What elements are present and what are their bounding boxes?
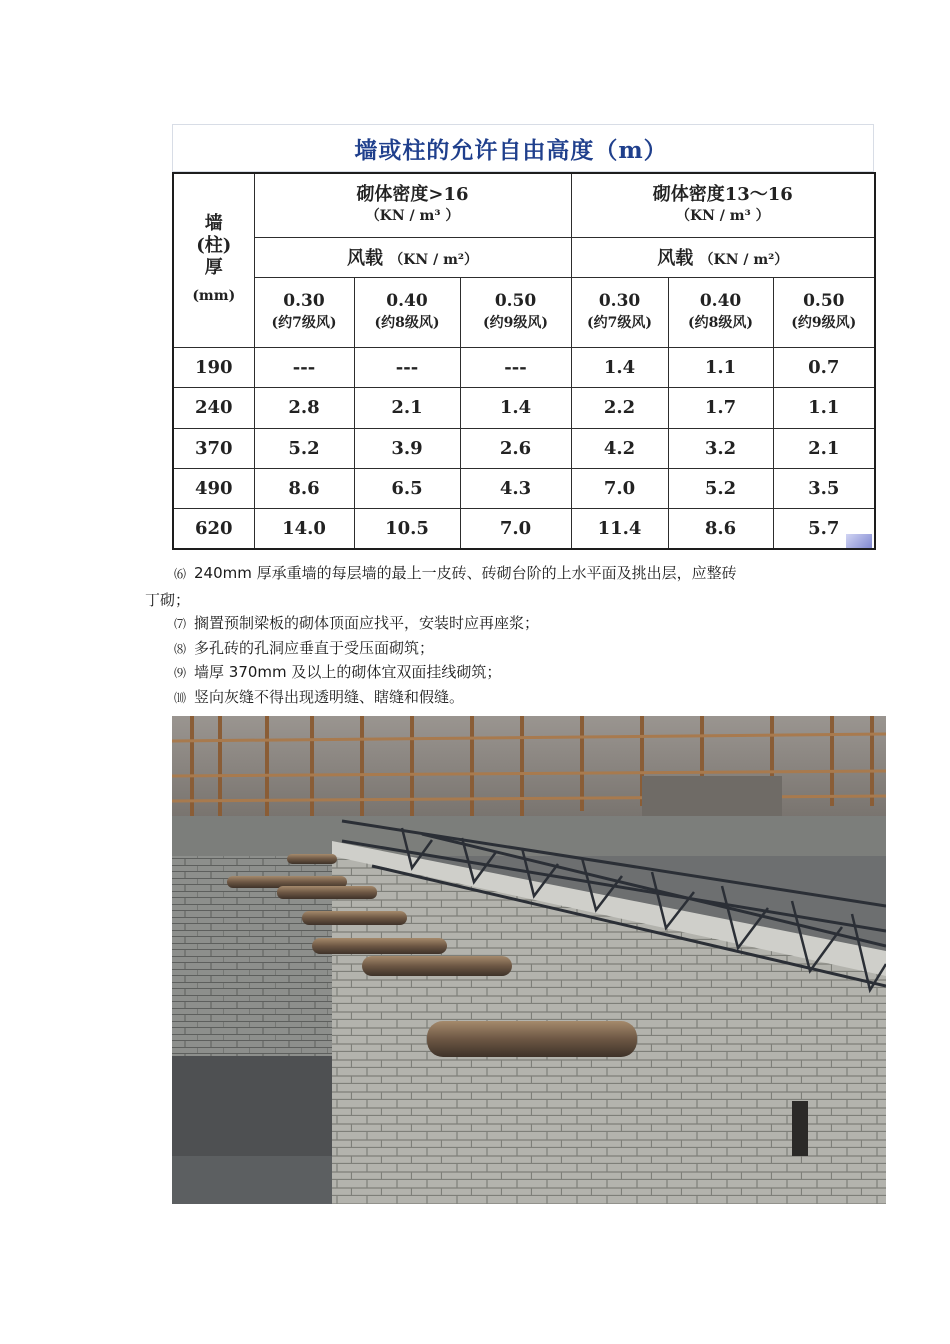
wind-load-header-2 xyxy=(571,237,875,277)
paragraph-item-7 xyxy=(174,613,539,634)
wind-col-header xyxy=(254,277,354,347)
value-cell: 5.2 xyxy=(254,428,354,468)
table-title: 墙或柱的允许自由高度（m） xyxy=(354,136,668,164)
item-text: 240mm 厚承重墙的每层墙的最上一皮砖、砖砌台阶的上水平面及挑出层，应整砖 xyxy=(194,564,737,582)
paragraph-item-6 xyxy=(174,563,737,584)
value-cell: 1.1 xyxy=(773,387,875,428)
height-table-figure xyxy=(172,124,874,550)
thickness-cell: 190 xyxy=(173,347,254,387)
value-cell: 2.6 xyxy=(460,428,571,468)
wind-note: (约7级风) xyxy=(587,315,653,331)
value-cell: 2.1 xyxy=(354,387,460,428)
value-cell: 2.2 xyxy=(571,387,668,428)
value-cell: 8.6 xyxy=(668,508,773,549)
wind-note: (约8级风) xyxy=(374,315,440,331)
wind-col-header xyxy=(460,277,571,347)
table-row xyxy=(173,428,875,468)
wind-unit: （KN / m²） xyxy=(699,252,789,268)
table-title-bar xyxy=(172,124,874,172)
thickness-cell: 240 xyxy=(173,387,254,428)
value-cell: 1.7 xyxy=(668,387,773,428)
item-number: ⑼ xyxy=(174,666,187,680)
wind-unit: （KN / m²） xyxy=(389,252,479,268)
wind-col-header xyxy=(773,277,875,347)
paragraph-item-6-continuation xyxy=(145,590,190,610)
wind-value: 0.30 xyxy=(283,291,325,311)
wind-value: 0.30 xyxy=(598,291,641,311)
table-row xyxy=(173,387,875,428)
wind-value: 0.50 xyxy=(803,291,845,311)
table-row xyxy=(173,347,875,387)
paragraph-item-9 xyxy=(174,662,501,683)
paragraph-item-8 xyxy=(174,638,434,659)
wind-value: 0.50 xyxy=(494,291,537,311)
value-cell: 3.9 xyxy=(354,428,460,468)
density-group-2 xyxy=(571,173,875,237)
value-cell: 2.1 xyxy=(773,428,875,468)
thickness-cell: 370 xyxy=(173,428,254,468)
value-cell: 4.2 xyxy=(571,428,668,468)
thickness-cell: 490 xyxy=(173,468,254,508)
value-cell: 14.0 xyxy=(254,508,354,549)
wind-label: 风载 xyxy=(657,248,694,269)
wind-note: (约7级风) xyxy=(271,315,337,331)
thickness-cell: 620 xyxy=(173,508,254,549)
corner-decoration xyxy=(846,534,872,548)
table-row xyxy=(173,468,875,508)
value-cell: --- xyxy=(254,347,354,387)
item-text: 丁砌； xyxy=(145,591,191,609)
item-number: ⑹ xyxy=(174,567,187,581)
value-cell: 4.3 xyxy=(460,468,571,508)
wind-label: 风载 xyxy=(346,248,383,269)
value-cell: 3.5 xyxy=(773,468,875,508)
wind-note: (约9级风) xyxy=(483,315,549,331)
table-row xyxy=(173,508,875,549)
item-text: 搁置预制梁板的砌体顶面应找平，安装时应再座浆； xyxy=(194,614,540,632)
density-label: 砌体密度>16 xyxy=(356,184,469,206)
wind-value: 0.40 xyxy=(386,291,428,311)
value-cell: 6.5 xyxy=(354,468,460,508)
value-cell: 5.7 xyxy=(773,508,875,549)
value-cell: 0.7 xyxy=(773,347,875,387)
value-cell: 1.4 xyxy=(571,347,668,387)
wind-note: (约8级风) xyxy=(688,315,754,331)
wall-header-unit: (mm) xyxy=(192,288,236,305)
value-cell: 2.8 xyxy=(254,387,354,428)
wind-col-header xyxy=(668,277,773,347)
paragraph-item-10 xyxy=(174,687,464,708)
density-unit: （KN / m³ ） xyxy=(675,208,770,225)
density-label: 砌体密度13～16 xyxy=(652,184,793,206)
value-cell: --- xyxy=(460,347,571,387)
value-cell: 1.1 xyxy=(668,347,773,387)
construction-site-photo xyxy=(172,716,886,1204)
item-text: 竖向灰缝不得出现透明缝、瞎缝和假缝。 xyxy=(194,688,465,706)
wall-thickness-header xyxy=(173,173,254,347)
wall-header-label: 墙(柱)厚 xyxy=(196,213,232,279)
value-cell: --- xyxy=(354,347,460,387)
value-cell: 11.4 xyxy=(571,508,668,549)
item-number: ⑺ xyxy=(174,617,187,631)
value-cell: 7.0 xyxy=(571,468,668,508)
value-cell: 8.6 xyxy=(254,468,354,508)
value-cell: 7.0 xyxy=(460,508,571,549)
density-unit: （KN / m³ ） xyxy=(365,208,460,225)
wind-note: (约9级风) xyxy=(791,315,857,331)
value-cell: 5.2 xyxy=(668,468,773,508)
item-number: ⑽ xyxy=(174,691,187,705)
value-cell: 10.5 xyxy=(354,508,460,549)
density-group-1 xyxy=(254,173,571,237)
wind-load-header-1 xyxy=(254,237,571,277)
item-text: 墙厚 370mm 及以上的砌体宜双面挂线砌筑； xyxy=(194,663,502,681)
item-number: ⑻ xyxy=(174,642,187,656)
value-cell: 3.2 xyxy=(668,428,773,468)
wind-col-header xyxy=(354,277,460,347)
allowable-height-table xyxy=(172,172,876,550)
value-cell: 1.4 xyxy=(460,387,571,428)
brick-wall-illustration xyxy=(172,716,886,1204)
wind-value: 0.40 xyxy=(699,291,742,311)
wind-col-header xyxy=(571,277,668,347)
item-text: 多孔砖的孔洞应垂直于受压面砌筑； xyxy=(194,639,435,657)
